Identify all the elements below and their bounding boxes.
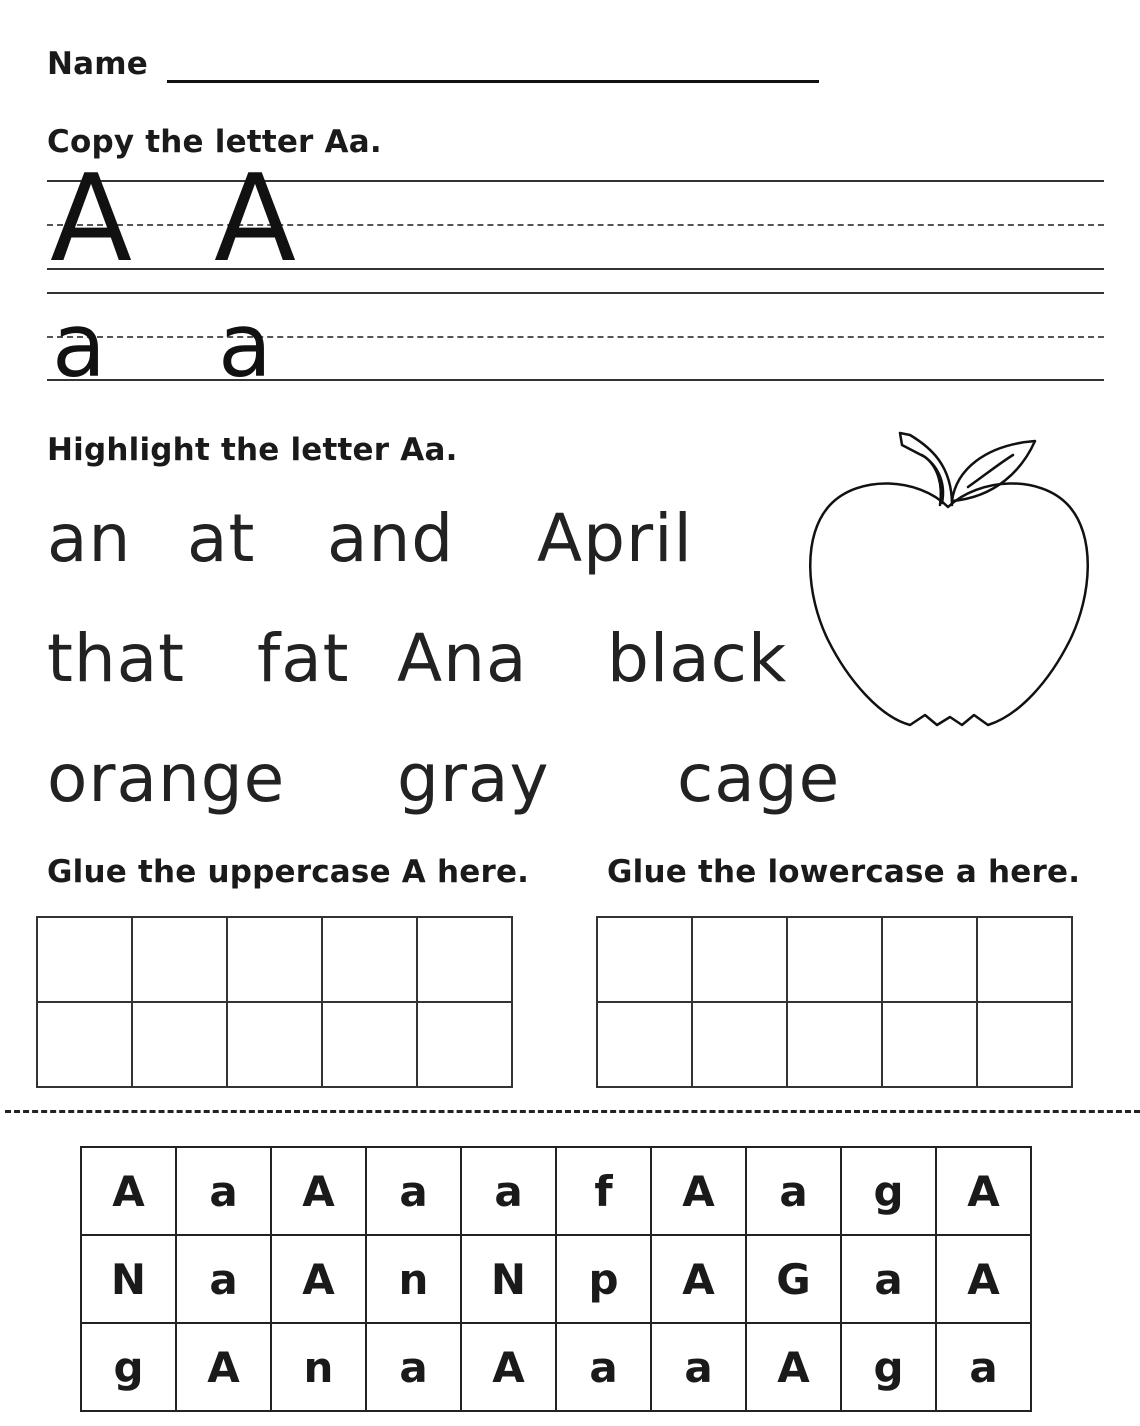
word[interactable]: cage [677,740,841,817]
word[interactable]: fat [257,620,350,697]
glue-lowercase-instruction: Glue the lowercase a here. [607,854,1081,890]
lowercase-sample: a [52,294,106,397]
letter-cell[interactable]: a [841,1235,936,1323]
letter-cell[interactable]: A [746,1323,841,1411]
letter-cell[interactable]: G [746,1235,841,1323]
letter-cell[interactable]: N [461,1235,556,1323]
glue-cell[interactable] [787,917,882,1002]
glue-cell[interactable] [882,1002,977,1087]
word[interactable]: an [47,500,132,577]
name-label: Name [47,46,148,82]
letter-cell[interactable]: n [366,1235,461,1323]
glue-cell[interactable] [322,917,417,1002]
glue-uppercase-instruction: Glue the uppercase A here. [47,854,530,890]
handwriting-base-line [47,379,1104,381]
glue-cell[interactable] [977,917,1072,1002]
letter-cell[interactable]: A [936,1147,1031,1235]
word[interactable]: gray [397,740,550,817]
letter-cell[interactable]: n [271,1323,366,1411]
glue-cell[interactable] [597,917,692,1002]
letter-cell[interactable]: a [366,1323,461,1411]
letter-cell[interactable]: a [176,1235,271,1323]
letter-cell[interactable]: p [556,1235,651,1323]
word[interactable]: April [537,500,693,577]
handwriting-mid-line [47,224,1104,226]
glue-cell[interactable] [787,1002,882,1087]
handwriting-base-line [47,268,1104,270]
word[interactable]: and [327,500,455,577]
name-write-line[interactable] [167,80,819,83]
word[interactable]: at [187,500,256,577]
cut-line [5,1110,1140,1113]
letter-cell[interactable]: A [271,1147,366,1235]
letter-cell[interactable]: a [746,1147,841,1235]
uppercase-sample: A [50,150,133,289]
copy-instruction: Copy the letter Aa. [47,124,382,160]
apple-icon [800,425,1100,740]
handwriting-top-line [47,292,1104,294]
glue-cell[interactable] [692,917,787,1002]
letter-cell[interactable]: A [271,1235,366,1323]
word[interactable]: Ana [397,620,528,697]
glue-cell[interactable] [322,1002,417,1087]
lowercase-sample: a [218,294,272,397]
letter-cell[interactable]: a [651,1323,746,1411]
glue-cell[interactable] [227,1002,322,1087]
glue-lowercase-grid [596,916,1073,1088]
word[interactable]: black [607,620,788,697]
handwriting-top-line [47,180,1104,182]
glue-cell[interactable] [882,917,977,1002]
glue-cell[interactable] [227,917,322,1002]
glue-cell[interactable] [417,917,512,1002]
letter-cell[interactable]: a [556,1323,651,1411]
letter-cell[interactable]: A [176,1323,271,1411]
glue-cell[interactable] [37,1002,132,1087]
letter-cell[interactable]: A [461,1323,556,1411]
glue-cell[interactable] [417,1002,512,1087]
letter-cell[interactable]: A [651,1235,746,1323]
glue-cell[interactable] [977,1002,1072,1087]
glue-cell[interactable] [692,1002,787,1087]
letter-cell[interactable]: a [461,1147,556,1235]
letter-cell[interactable]: g [81,1323,176,1411]
glue-uppercase-grid [36,916,513,1088]
letter-cell[interactable]: A [81,1147,176,1235]
letter-cell[interactable]: g [841,1147,936,1235]
glue-cell[interactable] [597,1002,692,1087]
word[interactable]: that [47,620,186,697]
word[interactable]: orange [47,740,286,817]
letter-cutout-grid [80,1146,1032,1412]
uppercase-sample: A [214,150,297,289]
letter-cell[interactable]: f [556,1147,651,1235]
letter-cell[interactable]: g [841,1323,936,1411]
glue-cell[interactable] [37,917,132,1002]
glue-cell[interactable] [132,917,227,1002]
glue-cell[interactable] [132,1002,227,1087]
letter-cell[interactable]: a [176,1147,271,1235]
letter-cell[interactable]: a [936,1323,1031,1411]
letter-cell[interactable]: A [936,1235,1031,1323]
letter-cell[interactable]: A [651,1147,746,1235]
letter-cell[interactable]: a [366,1147,461,1235]
highlight-instruction: Highlight the letter Aa. [47,432,458,468]
letter-cell[interactable]: N [81,1235,176,1323]
handwriting-mid-line [47,336,1104,338]
